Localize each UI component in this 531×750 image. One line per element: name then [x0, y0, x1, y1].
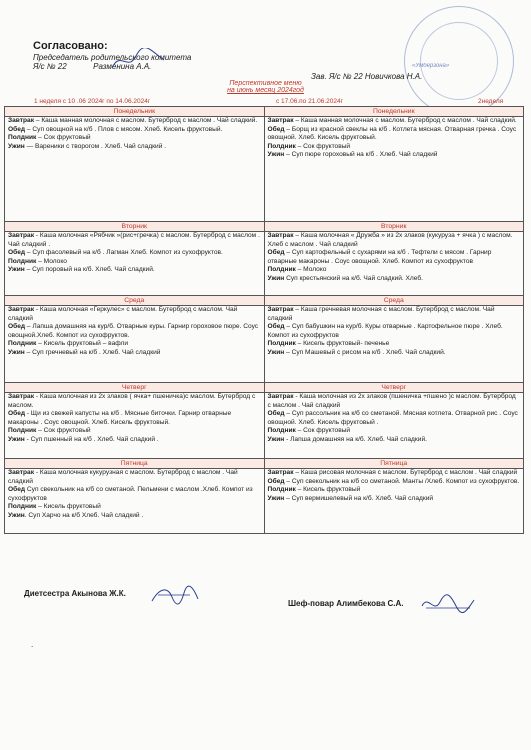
- meal-label: Завтрак: [267, 117, 294, 124]
- day-menu-row: [5, 117, 524, 222]
- meal-text: – Молоко: [36, 257, 67, 265]
- meal-line: [8, 323, 261, 340]
- meal-label: Обед: [267, 410, 285, 418]
- menu-cell-week2: [264, 469, 524, 534]
- meal-label: Ужин: [267, 151, 285, 159]
- meal-label: Завтрак: [267, 232, 294, 239]
- meal-line: [268, 340, 521, 349]
- meal-line: [8, 143, 261, 152]
- meal-label: Полдник: [8, 134, 37, 142]
- meal-line: [268, 393, 521, 410]
- meal-line: [8, 427, 261, 436]
- meal-line: [8, 349, 261, 358]
- day-name-right: Пятница: [264, 459, 524, 469]
- meal-text: - Суп пшенный на к/б . Хлеб. Чай сладкий .: [24, 435, 159, 443]
- dietitian-signature: Диетсестра Акынова Ж.К.: [24, 589, 126, 598]
- meal-label: Ужин: [267, 435, 285, 443]
- meal-line: [8, 232, 261, 249]
- meal-label: Обед: [267, 125, 285, 133]
- meal-label: Полдник: [267, 142, 296, 150]
- meal-label: Ужин: [8, 435, 25, 443]
- day-name-left: Четверг: [5, 383, 265, 393]
- meal-label: Завтрак: [267, 393, 294, 400]
- nursery-number: Я/с № 22: [33, 62, 67, 71]
- meal-text: – Суп бабушкин на кур/б. Куры отварные . Картофельное пюре . Хлеб. Компот из сухофруктов: [267, 323, 503, 339]
- chair-name: Разменина А.А.: [93, 62, 152, 71]
- meal-text: – Кисель фруктовый- печенье: [295, 340, 390, 348]
- day-menu-row: [5, 469, 524, 534]
- meal-label: Завтрак: [267, 469, 294, 476]
- meal-line: [8, 393, 261, 410]
- meal-line: [8, 117, 261, 126]
- week2-right-label: 2неделя: [478, 98, 504, 105]
- meal-label: Ужин: [8, 348, 25, 356]
- meal-label: Завтрак: [8, 469, 34, 476]
- day-name-right: Среда: [264, 296, 524, 306]
- meal-line: [268, 249, 521, 266]
- meal-line: [268, 275, 521, 284]
- meal-label: Обед: [8, 249, 26, 257]
- meal-text: – Молоко: [295, 266, 327, 274]
- stamp-text: «Умберзона»: [412, 63, 450, 69]
- meal-text: – Кисель фруктовый: [36, 503, 101, 511]
- meal-line: [268, 126, 521, 143]
- meal-label: Полдник: [267, 340, 296, 348]
- meal-text: - Каша молочная кукурузная с маслом. Бутерброд с маслом . Чай сладкий: [8, 469, 238, 485]
- meal-text: – Суп овощной на к/б . Плов с мясом. Хлеб. Кисель фруктовый.: [25, 125, 223, 133]
- menu-cell-week2: [264, 232, 524, 296]
- meal-line: [8, 486, 261, 503]
- menu-cell-week2: [264, 393, 524, 459]
- day-name-left: Пятница: [5, 459, 265, 469]
- meal-line: [8, 306, 261, 323]
- day-name-right: Понедельник: [264, 107, 524, 117]
- day-header-row: [5, 383, 524, 393]
- day-name-left: Вторник: [5, 222, 265, 232]
- day-header-row: [5, 459, 524, 469]
- meal-label: Завтрак: [267, 306, 294, 313]
- meal-label: Полдник: [267, 486, 296, 494]
- day-header-row: [5, 107, 524, 117]
- meal-text: - Лапша домашняя на к/б. Хлеб. Чай сладкий.: [284, 435, 427, 443]
- menu-period: на июнь месяц 2024год: [227, 87, 304, 94]
- meal-label: Ужин: [267, 494, 285, 502]
- meal-text: – Кисель фруктовый – вафли: [36, 340, 129, 348]
- menu-cell-week1: [5, 306, 265, 383]
- meal-text: - Каша молочная «Рябчик »(рис+гречка) с маслом. Бутерброд с маслом . Чай сладкий .: [8, 232, 260, 248]
- meal-line: [268, 266, 521, 275]
- meal-text: – Каша рисовая молочная с маслом. Бутерброд с маслом . Чай сладкий: [293, 469, 518, 476]
- day-name-right: Четверг: [264, 383, 524, 393]
- meal-text: – Сок фруктовый: [295, 142, 351, 150]
- head-approval: Зав. Я/с № 22 Новичкова Н.А.: [311, 72, 423, 81]
- meal-line: [8, 340, 261, 349]
- chef-signature: Шеф-повар Алимбекова С.А.: [288, 599, 404, 608]
- meal-label: Полдник: [8, 503, 37, 511]
- meal-label: Обед: [8, 486, 26, 494]
- meal-label: Полдник: [8, 257, 37, 265]
- meal-label: Ужин: [267, 274, 285, 282]
- meal-label: Завтрак: [8, 117, 34, 124]
- meal-line: [268, 486, 521, 495]
- meal-text: – Каша манная молочная с маслом. Бутерброд с маслом . Чай сладкий.: [34, 117, 258, 124]
- meal-text: – Суп гречневый на к/б . Хлеб. Чай сладкий: [24, 348, 161, 356]
- meal-text: – Суп картофельный с сухарями на к/б . Тефтели с мясом . Гарнир отварные макароны . Соус овощной. Хлеб. Компот из сухофруктов: [267, 249, 492, 265]
- meal-text: – Суп свекольник на к/б со сметаной. Манты /Хлеб. Компот из сухофруктов.: [284, 477, 520, 485]
- meal-line: [8, 410, 261, 427]
- meal-line: [8, 134, 261, 143]
- meal-label: Полдник: [267, 427, 296, 435]
- meal-text: - Каша молочная из 2х злаков (пшеничка +пшено )с маслом. Бутерброд с маслом . Чай сладкий: [267, 393, 516, 409]
- meal-line: [268, 151, 521, 160]
- meal-line: [268, 410, 521, 427]
- meal-label: Полдник: [8, 427, 37, 435]
- meal-line: [268, 349, 521, 358]
- meal-text: – Суп рассольник на к/б со сметаной. Мясная котлета. Отварной рис . Соус овощной. Хлеб. Кисель фруктовый .: [267, 410, 518, 426]
- meal-line: [268, 478, 521, 487]
- meal-line: [8, 249, 261, 258]
- menu-cell-week2: [264, 117, 524, 222]
- meal-line: [268, 323, 521, 340]
- day-header-row: [5, 222, 524, 232]
- meal-text: – Суп пюре гороховый на к/б . Хлеб. Чай сладкий: [284, 151, 438, 159]
- meal-text: – Суп вермишелевый на к/б. Хлеб. Чай сладкий: [284, 494, 434, 502]
- meal-text: - Каша молочная «Геркулес» с маслом. Бутерброд с маслом. Чай сладкий: [8, 306, 238, 322]
- committee-label: Председатель родительского комитета: [33, 53, 192, 62]
- meal-label: Обед: [267, 477, 285, 485]
- menu-cell-week1: [5, 117, 265, 222]
- meal-label: Обед: [8, 323, 26, 331]
- meal-line: [268, 427, 521, 436]
- meal-text: Суп крестьянский на к/б. Чай сладкий. Хлеб.: [284, 274, 423, 282]
- meal-label: Ужин: [8, 511, 25, 519]
- meal-line: [268, 117, 521, 126]
- meal-text: - Каша молочная из 2х злаков ( ячка+ пшеничка)с маслом. Бутерброд с маслом.: [8, 393, 256, 409]
- meal-label: Полдник: [267, 266, 296, 274]
- meal-label: Завтрак: [8, 306, 34, 313]
- meal-line: [268, 232, 521, 249]
- menu-cell-week1: [5, 232, 265, 296]
- meal-line: [8, 469, 261, 486]
- meal-line: [268, 436, 521, 445]
- menu-cell-week2: [264, 306, 524, 383]
- meal-text: – Кисель фруктовый: [295, 486, 361, 494]
- meal-text: – Каша гречневая молочная с маслом. Бутерброд с маслом. Чай сладкий: [267, 306, 495, 322]
- meal-line: [8, 266, 261, 275]
- footer-dot: .: [31, 640, 34, 649]
- meal-line: [8, 436, 261, 445]
- meal-label: Полдник: [8, 340, 37, 348]
- meal-line: [268, 495, 521, 504]
- meal-label: Ужин: [267, 348, 285, 356]
- meal-text: — Вареники с творогом . Хлеб. Чай сладкий .: [24, 142, 167, 150]
- meal-text: – Каша молочная « Дружба » из 2х злаков (кукуруза + ячка ) с маслом. Хлеб с маслом . Чай сладкий: [267, 232, 513, 248]
- day-name-left: Среда: [5, 296, 265, 306]
- meal-text: – Сок фруктовый: [36, 134, 91, 142]
- day-menu-row: [5, 306, 524, 383]
- meal-label: Завтрак: [8, 232, 34, 239]
- meal-label: Завтрак: [8, 393, 34, 400]
- meal-text: – Суп Машевый с рисом на к/б . Хлеб. Чай сладкий.: [284, 348, 446, 356]
- meal-text: – Суп пoрoвый на к/б. Хлеб. Чай сладкий.: [24, 266, 155, 274]
- meal-line: [8, 126, 261, 135]
- meal-line: [268, 306, 521, 323]
- meal-label: Ужин: [8, 266, 25, 274]
- meal-text: . Суп Харчо на к/б Хлеб. Чай сладкий .: [24, 511, 144, 519]
- meal-label: Обед: [267, 323, 285, 331]
- meal-label: Ужин: [8, 142, 25, 150]
- day-name-left: Понедельник: [5, 107, 265, 117]
- week1-label: 1 неделя с 10 .06 2024г по 14.06.2024г: [34, 98, 151, 105]
- menu-cell-week1: [5, 393, 265, 459]
- meal-text: Суп свекольник на к/б со сметаной. Пельмени с маслом .Хлеб. Компот из сухофруктов: [8, 486, 253, 502]
- day-menu-row: [5, 232, 524, 296]
- dietitian-signature-scribble: [150, 583, 200, 609]
- menu-cell-week1: [5, 469, 265, 534]
- meal-text: – Лапша домашняя на кур/б. Отварные куры. Гарнир гороховое пюре. Соус овощной.Хлеб. Компот из сухофруктов.: [8, 323, 259, 339]
- day-header-row: [5, 296, 524, 306]
- day-menu-row: [5, 393, 524, 459]
- approval-title: Согласовано:: [33, 40, 108, 52]
- chef-signature-scribble: [420, 592, 476, 616]
- meal-label: Обед: [8, 125, 26, 133]
- meal-text: - Щи из свежей капусты на к/б . Мясные биточки. Гарнир отварные макароны . Соус овощной. Хлеб. Кисель фруктовый.: [8, 410, 232, 426]
- meal-text: – Суп фасолевый на к/б . Лагман Хлеб. Компот из сухофруктов.: [25, 249, 223, 257]
- meal-text: – Борщ из красной свеклы на к/б . Котлета мясная. Отварная гречка . Соус овощной. Хлеб. Кисель фруктовый.: [267, 125, 517, 142]
- chair-signature-scribble: [110, 48, 166, 74]
- meal-text: – Сок фруктовый: [36, 427, 91, 435]
- menu-title: Перспективное меню: [229, 80, 302, 87]
- meal-line: [268, 469, 521, 478]
- meal-text: – Сок фруктовый: [295, 427, 351, 435]
- week2-label: с 17.06.по 21.06.2024г: [276, 98, 343, 105]
- day-name-right: Вторник: [264, 222, 524, 232]
- meal-label: Обед: [8, 410, 26, 418]
- menu-table: [4, 106, 524, 534]
- meal-label: Обед: [267, 249, 285, 257]
- meal-text: – Каша манная молочная с маслом. Бутерброд с маслом . Чай сладкий.: [293, 117, 517, 124]
- meal-line: [8, 512, 261, 521]
- meal-line: [8, 503, 261, 512]
